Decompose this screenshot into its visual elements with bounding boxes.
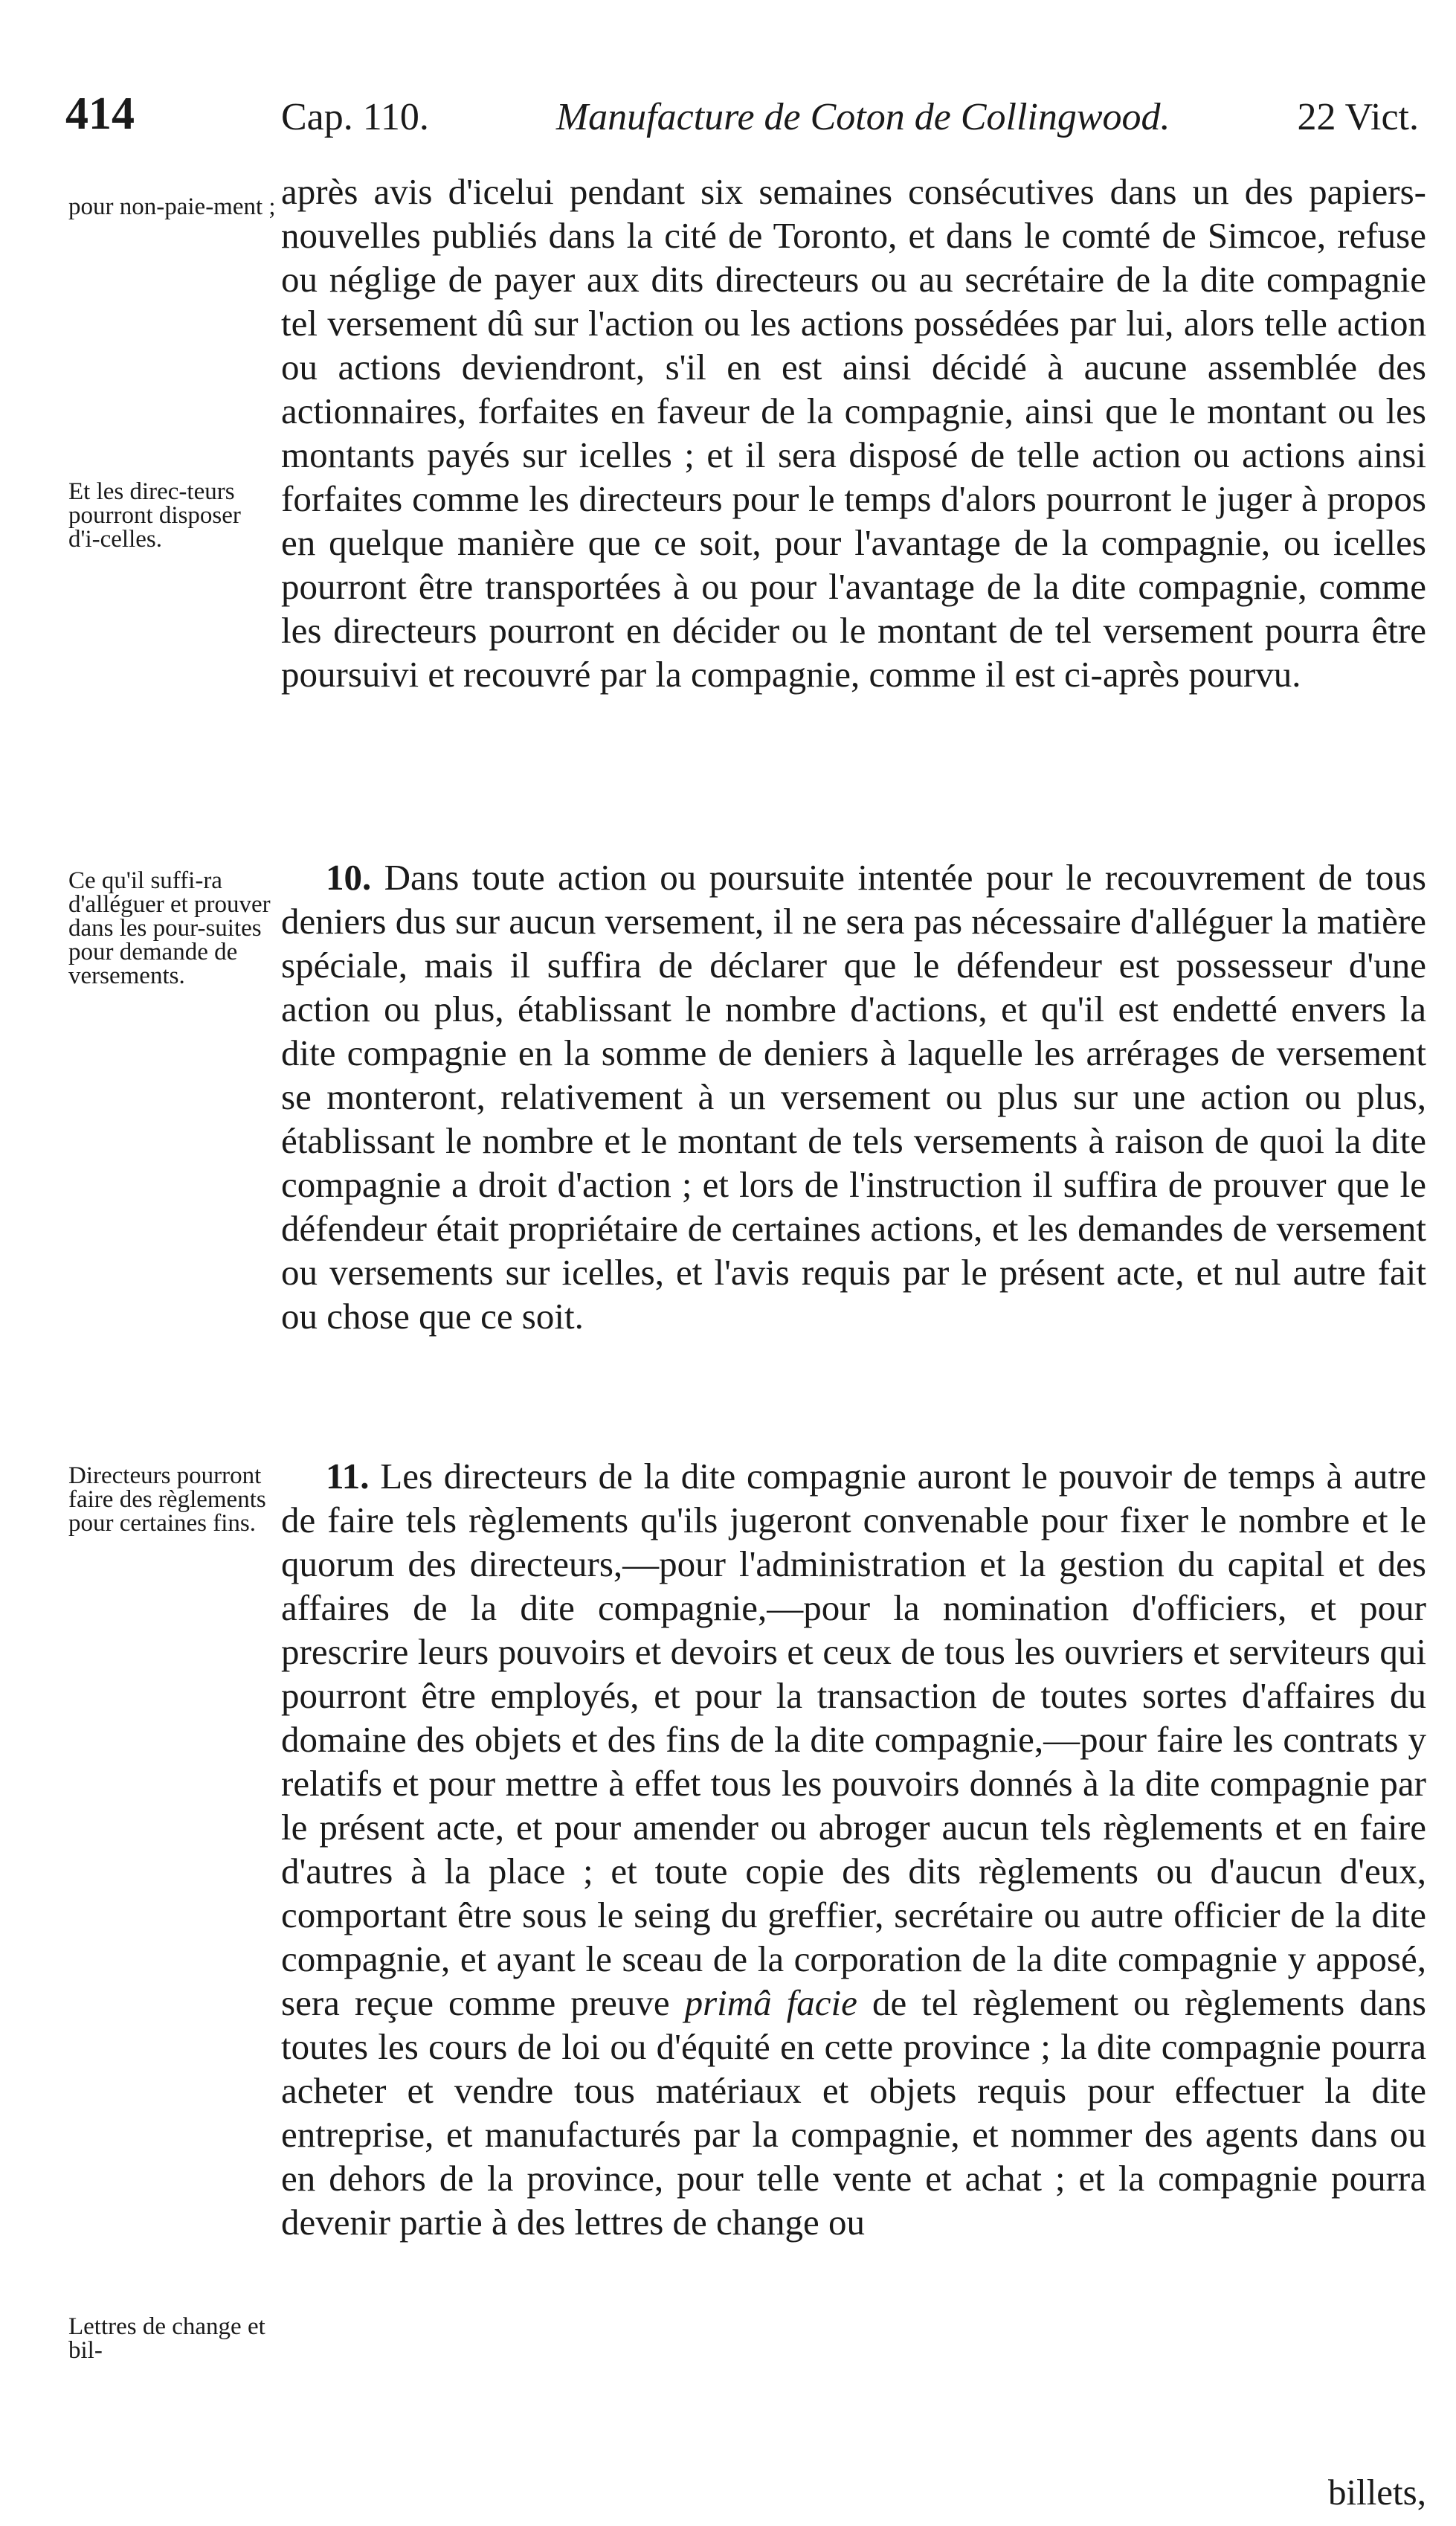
section-number-11: 11. xyxy=(326,1456,370,1497)
chapter-label: Cap. 110. xyxy=(281,96,429,138)
section-11-italic-term: primâ facie xyxy=(684,1982,857,2023)
margin-note-by-laws: Directeurs pourront faire des règlements pour certaines fins. xyxy=(68,1462,266,1537)
margin-note-non-payment: pour non-paie-ment ; xyxy=(68,193,276,220)
section-11-text-b: de tel règlement ou règlements dans toutes les cours de loi ou d'équité en cette province ; la dite compagnie pourra acheter et vendre tous matériaux et objets requis pour effectuer la dite entreprise, et manufacturés par la compagnie, et nommer des agents dans ou en dehors de la province, pour telle vente et achat ; et la compagnie pourra devenir partie à des lettres de change ou xyxy=(281,1982,1427,2243)
paragraph-continuation: après avis d'icelui pendant six semaines consécutives dans un des papiers-nouvelles publiés dans la cité de Toronto, et dans le comté de Simcoe, refuse ou néglige de payer aux dits directeurs ou au secrétaire de la dite compagnie tel versement dû sur l'action ou les actions possédées par lui, alors telle action ou actions deviendront, s'il en est ainsi décidé à aucune assemblée des actionnaires, forfaites en faveur de la compagnie, ainsi que le montant ou les montants payés sur icelles ; et il sera disposé de telle action ou actions ainsi forfaites comme les directeurs pour le temps d'alors pourront le juger à propos en quelque manière que ce soit, pour l'avantage de la compagnie, ou icelles pourront être transportées à ou pour l'avantage de la dite compagnie, comme les directeurs pourront en décider ou le montant de tel versement pourra être poursuivi et recouvré par la compagnie, comme il est ci-après pourvu. xyxy=(281,171,1426,695)
regnal-year: 22 Vict. xyxy=(1297,96,1419,138)
page-number: 414 xyxy=(65,89,135,139)
section-number-10: 10. xyxy=(326,857,372,898)
catchword: billets, xyxy=(1327,2472,1426,2513)
margin-note-forfeit-shares: Et les direc-teurs pourront disposer d'i-celles. xyxy=(68,478,241,553)
margin-note-pleading: Ce qu'il suffi-ra d'alléguer et prouver dans les pour-suites pour demande de versements. xyxy=(68,867,271,989)
section-11 xyxy=(281,1454,1426,2244)
section-10-text: Dans toute action ou poursuite intentée pour le recouvrement de tous deniers dus sur aucun versement, il ne sera pas nécessaire d'alléguer la matière spéciale, mais il suffira de déclarer que le défendeur est possesseur d'une action ou plus, établissant le nombre d'actions, et qu'il est endetté envers la dite compagnie en la somme de deniers à laquelle les arrérages de versement se monteront, relativement à un versement ou plus sur une action ou plus, établissant le nombre et le montant de tels versements à raison de quoi la dite compagnie a droit d'action ; et lors de l'instruction il suffira de prouver que le défendeur était propriétaire de certaines actions, et les demandes de versement ou versements sur icelles, et l'avis requis par le présent acte, et nul autre fait ou chose que ce soit. xyxy=(281,857,1426,1337)
page-header xyxy=(65,88,1426,155)
act-title: Manufacture de Coton de Collingwood. xyxy=(555,96,1170,138)
section-10 xyxy=(281,855,1426,1338)
section-11-text-a: Les directeurs de la dite compagnie auront le pouvoir de temps à autre de faire tels règlements qu'ils jugeront convenable pour fixer le nombre et le quorum des directeurs,—pour l'administration et la gestion du capital et des affaires de la dite compagnie,—pour la nomination d'officiers, et pour prescrire leurs pouvoirs et devoirs et ceux de tous les ouvriers et serviteurs qui pourront être employés, et pour la transaction de toutes sortes d'affaires du domaine des objets et des fins de la dite compagnie,—pour faire les contrats y relatifs et pour mettre à effet tous les pouvoirs donnés à la dite compagnie par le présent acte, et pour amender ou abroger aucun tels règlements et en faire d'autres à la place ; et toute copie des dits règlements ou d'aucun d'eux, comportant être sous le seing du greffier, secrétaire ou autre officier de la dite compagnie, et ayant le sceau de la corporation de la dite compagnie y apposé, sera reçue comme preuve xyxy=(281,1456,1426,2023)
running-head xyxy=(281,95,1419,139)
margin-note-bills-of-exchange: Lettres de change et bil- xyxy=(68,2313,265,2364)
